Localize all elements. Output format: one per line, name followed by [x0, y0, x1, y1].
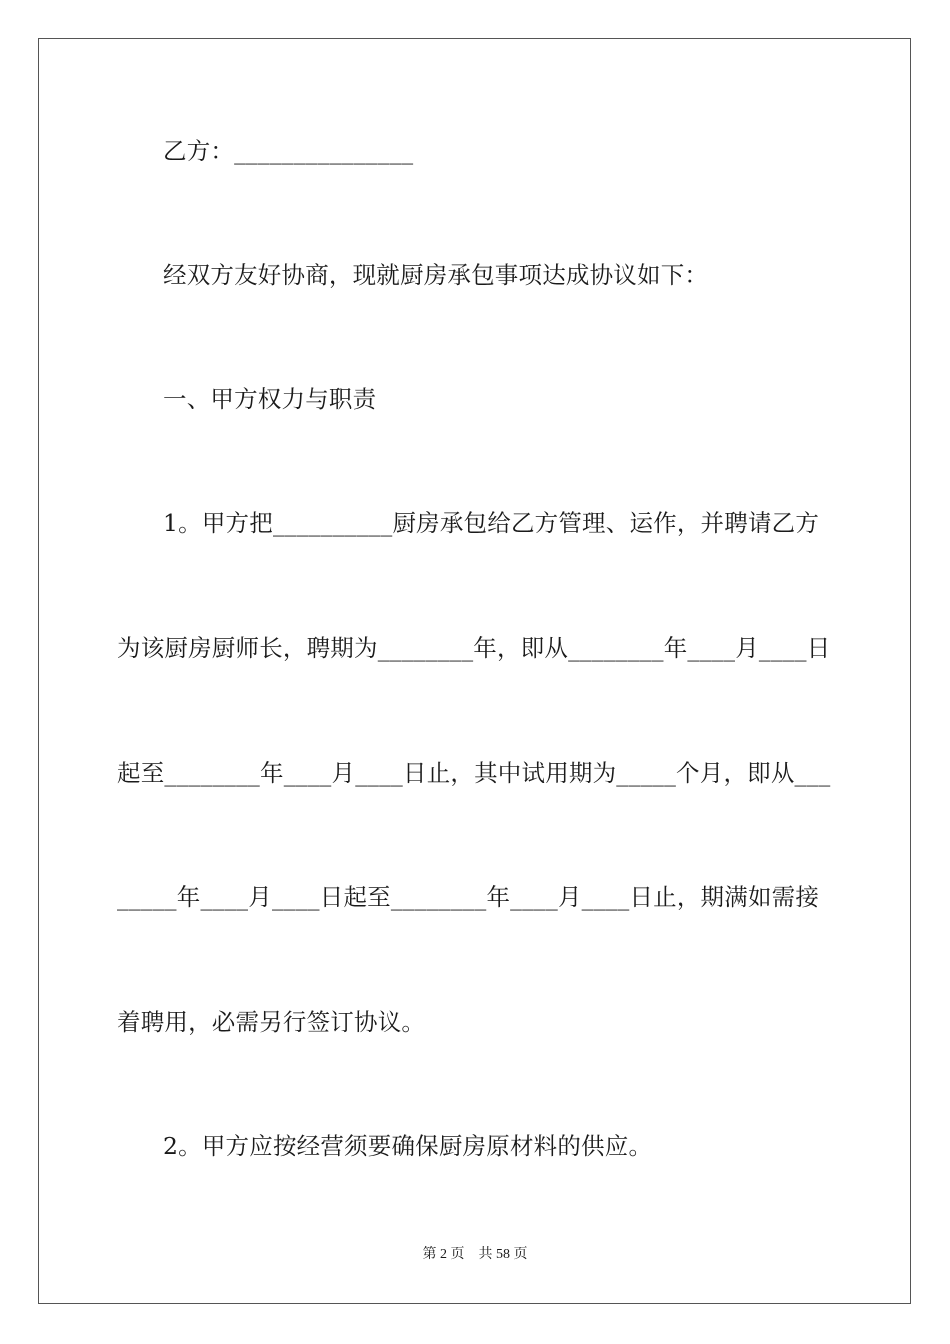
clause-1-line-1: 1。甲方把__________厨房承包给乙方管理、运作，并聘请乙方	[163, 509, 820, 537]
clause-1-line-5: 着聘用，必需另行签订协议。	[117, 1008, 426, 1036]
page-border	[38, 38, 911, 1304]
clause-2-line-1: 2。甲方应按经营须要确保厨房原材料的供应。	[163, 1132, 653, 1160]
clause-1-line-2: 为该厨房厨师长，聘期为________年，即从________年____月____日	[117, 634, 831, 662]
clause-1-line-3: 起至________年____月____日止，其中试用期为_____个月，即从___	[117, 759, 831, 787]
party-b-line: 乙方：_______________	[163, 137, 414, 165]
clause-1-line-4: _____年____月____日起至________年____月____日止，期满如需接	[117, 883, 820, 911]
section-heading-party-a-duties: 一、甲方权力与职责	[163, 385, 377, 413]
page-number-footer: 第 2 页 共 58 页	[422, 1247, 528, 1262]
agreement-intro: 经双方友好协商，现就厨房承包事项达成协议如下：	[163, 261, 709, 289]
